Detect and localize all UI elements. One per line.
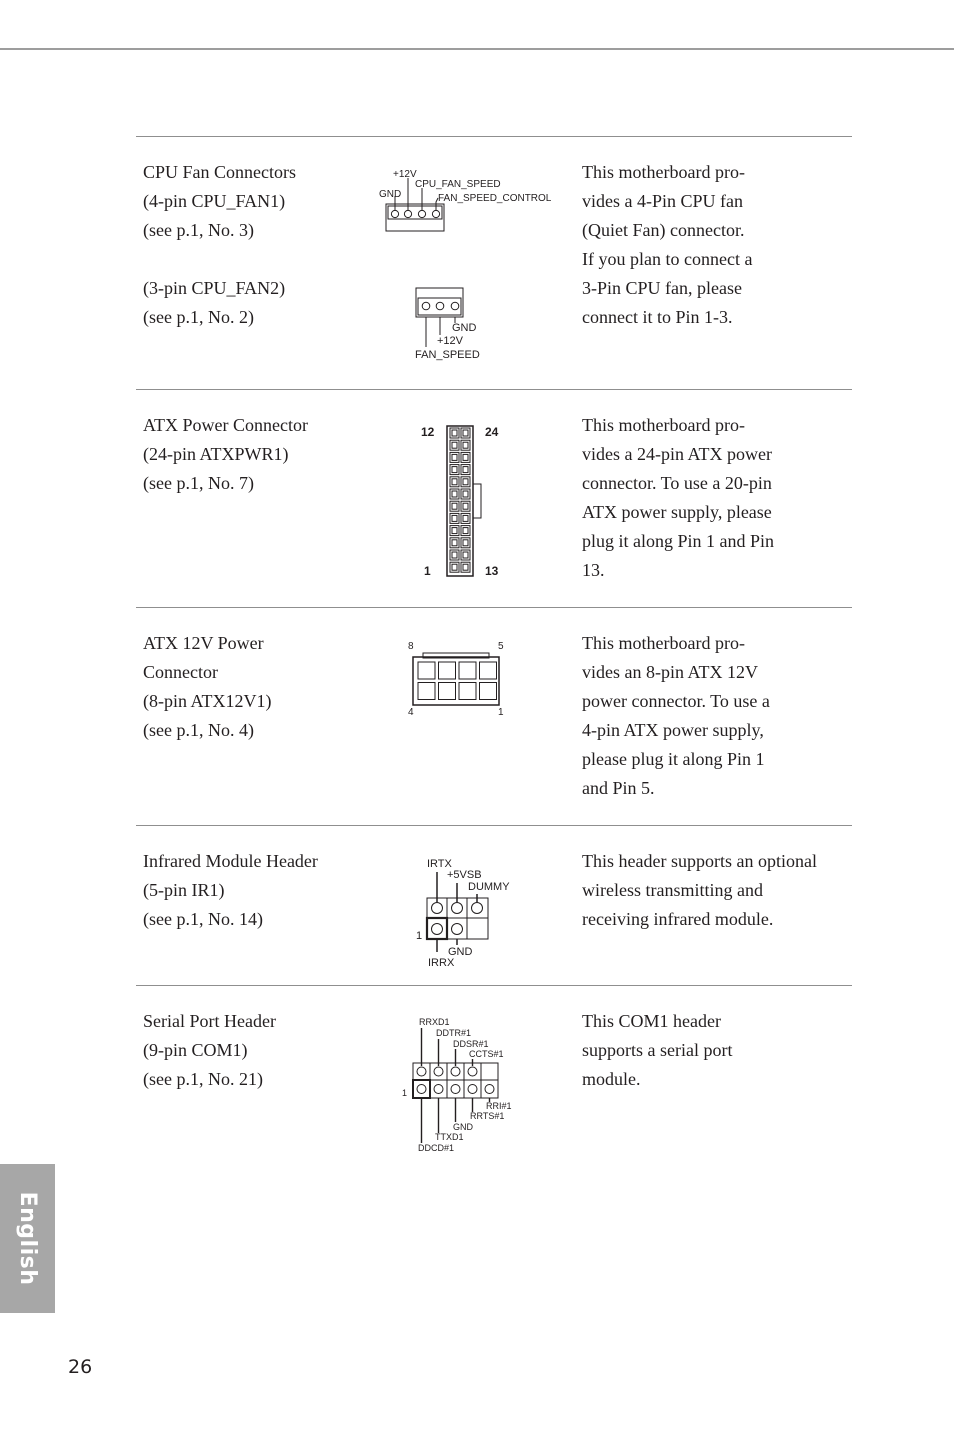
- atx8-pin: [418, 683, 435, 700]
- serial-title: [143, 1007, 373, 1094]
- serial-description: [582, 1007, 852, 1094]
- description-line: connect it to Pin 1-3.: [582, 307, 733, 327]
- label-dummy: DUMMY: [468, 881, 510, 893]
- description-line: receiving infrared module.: [582, 909, 774, 929]
- description-line: ATX power supply, please: [582, 502, 772, 522]
- title-line: Connector: [143, 662, 218, 682]
- title-line: (3-pin CPU_FAN2): [143, 278, 286, 298]
- atx24-pin-inner: [463, 491, 468, 497]
- label-gnd: GND: [379, 189, 402, 200]
- cpu-fan-description: [582, 158, 852, 332]
- infrared-header-diagram: [410, 852, 530, 972]
- description-line: This header supports an optional: [582, 851, 817, 871]
- section-divider: [136, 136, 852, 137]
- atx24-pin-inner: [452, 442, 457, 448]
- description-line: If you plan to connect a: [582, 249, 753, 269]
- atx-12v-title: [143, 629, 373, 745]
- title-line: (see p.1, No. 21): [143, 1069, 263, 1089]
- label-12v: +12V: [437, 335, 463, 347]
- label-cpu-fan-speed: CPU_FAN_SPEED: [415, 179, 501, 190]
- label-fan-speed-control: FAN_SPEED_CONTROL: [438, 193, 552, 204]
- cpu-fan-title: [143, 158, 373, 332]
- title-line: Serial Port Header: [143, 1011, 276, 1031]
- title-line: Infrared Module Header: [143, 851, 318, 871]
- atx-12v-description: [582, 629, 852, 803]
- pin-label-24: 24: [485, 425, 499, 439]
- atx24-pin-inner: [463, 552, 468, 558]
- atx24-pin-inner: [452, 564, 457, 570]
- title-line: (see p.1, No. 4): [143, 720, 254, 740]
- atx24-pin-inner: [463, 528, 468, 534]
- atx8-pin: [439, 683, 456, 700]
- cpu-fan-3pin-diagram: [405, 285, 515, 365]
- title-line: (4-pin CPU_FAN1): [143, 191, 286, 211]
- atx8-pin: [439, 662, 456, 679]
- title-line: (see p.1, No. 3): [143, 220, 254, 240]
- section-divider: [136, 825, 852, 826]
- serial-header-diagram: [398, 1012, 528, 1157]
- atx24-pin-inner: [452, 479, 457, 485]
- atx8-pin: [459, 662, 476, 679]
- atx8-pin: [480, 683, 497, 700]
- label-gnd: GND: [448, 946, 473, 958]
- atx24-pin-inner: [463, 540, 468, 546]
- atx24-pin-inner: [463, 515, 468, 521]
- description-line: This motherboard pro-: [582, 162, 745, 182]
- pin-label-8: 8: [408, 641, 414, 652]
- label-rrts1: RRTS#1: [470, 1111, 505, 1121]
- title-line: (see p.1, No. 7): [143, 473, 254, 493]
- title-line: (8-pin ATX12V1): [143, 691, 272, 711]
- label-pin-1: 1: [416, 930, 423, 942]
- infrared-description: [582, 847, 852, 934]
- title-line: (5-pin IR1): [143, 880, 225, 900]
- title-line: ATX 12V Power: [143, 633, 264, 653]
- description-line: supports a serial port: [582, 1040, 733, 1060]
- atx24-pin-inner: [452, 454, 457, 460]
- atx24-pin-inner: [463, 442, 468, 448]
- label-ddsr1: DDSR#1: [453, 1039, 489, 1049]
- description-line: and Pin 5.: [582, 778, 655, 798]
- atx-24pin-diagram: [410, 416, 520, 586]
- description-line: power connector. To use a: [582, 691, 770, 711]
- description-line: vides a 24-pin ATX power: [582, 444, 772, 464]
- pin-label-1: 1: [424, 564, 431, 578]
- atx-power-title: [143, 411, 373, 498]
- title-line: (see p.1, No. 2): [143, 307, 254, 327]
- language-tab-label: English: [15, 1191, 40, 1286]
- description-line: module.: [582, 1069, 641, 1089]
- atx24-pin-inner: [463, 479, 468, 485]
- title-line: (9-pin COM1): [143, 1040, 248, 1060]
- section-divider: [136, 985, 852, 986]
- description-line: connector. To use a 20-pin: [582, 473, 772, 493]
- description-line: wireless transmitting and: [582, 880, 763, 900]
- atx-power-description: [582, 411, 852, 585]
- page-number: 26: [68, 1356, 93, 1378]
- atx24-pin-inner: [463, 467, 468, 473]
- description-line: (Quiet Fan) connector.: [582, 220, 745, 240]
- label-gnd: GND: [452, 322, 477, 334]
- label-ttxd1: TTXD1: [435, 1132, 464, 1142]
- section-divider: [136, 607, 852, 608]
- description-line: 3-Pin CPU fan, please: [582, 278, 742, 298]
- label-fan-speed: FAN_SPEED: [415, 349, 480, 361]
- atx24-pin-inner: [452, 467, 457, 473]
- description-line: This motherboard pro-: [582, 633, 745, 653]
- description-line: This COM1 header: [582, 1011, 721, 1031]
- atx24-pin-inner: [463, 454, 468, 460]
- label-irrx: IRRX: [428, 957, 455, 969]
- label-irtx: IRTX: [427, 858, 452, 870]
- atx8-pin: [480, 662, 497, 679]
- atx24-pin-inner: [463, 430, 468, 436]
- label-pin-1: 1: [402, 1088, 408, 1098]
- description-line: plug it along Pin 1 and Pin: [582, 531, 775, 551]
- infrared-title: [143, 847, 373, 934]
- pin-label-13: 13: [485, 564, 499, 578]
- description-line: please plug it along Pin 1: [582, 749, 765, 769]
- atx24-pin-inner: [452, 528, 457, 534]
- atx8-pin: [418, 662, 435, 679]
- title-line: (24-pin ATXPWR1): [143, 444, 289, 464]
- label-gnd: GND: [453, 1122, 473, 1132]
- label-5vsb: +5VSB: [447, 869, 482, 881]
- atx24-pin-inner: [452, 552, 457, 558]
- description-line: 4-pin ATX power supply,: [582, 720, 764, 740]
- label-ddcd1: DDCD#1: [418, 1143, 455, 1153]
- pin-label-1: 1: [498, 707, 504, 718]
- title-line: (see p.1, No. 14): [143, 909, 263, 929]
- label-ddtr1: DDTR#1: [436, 1028, 472, 1038]
- description-line: vides an 8-pin ATX 12V: [582, 662, 758, 682]
- section-divider: [136, 389, 852, 390]
- description-line: 13.: [582, 560, 605, 580]
- header-rule: [0, 48, 954, 50]
- atx24-pin-inner: [452, 491, 457, 497]
- atx24-pin-inner: [452, 503, 457, 509]
- atx24-pin-inner: [452, 430, 457, 436]
- atx24-pin-inner: [452, 540, 457, 546]
- language-tab: [0, 1164, 55, 1313]
- pin-label-4: 4: [408, 707, 414, 718]
- atx24-pin-inner: [463, 564, 468, 570]
- title-line: ATX Power Connector: [143, 415, 308, 435]
- label-12v: +12V: [393, 169, 417, 180]
- atx-8pin-diagram: [403, 636, 513, 721]
- pin-label-5: 5: [498, 641, 504, 652]
- label-rri1: RRI#1: [486, 1101, 512, 1111]
- atx24-pin-inner: [452, 515, 457, 521]
- description-line: vides a 4-Pin CPU fan: [582, 191, 743, 211]
- label-rrxd1: RRXD1: [419, 1017, 450, 1027]
- title-line: CPU Fan Connectors: [143, 162, 296, 182]
- atx8-pin: [459, 683, 476, 700]
- description-line: This motherboard pro-: [582, 415, 745, 435]
- atx24-pin-inner: [463, 503, 468, 509]
- pin-label-12: 12: [421, 425, 435, 439]
- label-ccts1: CCTS#1: [469, 1049, 504, 1059]
